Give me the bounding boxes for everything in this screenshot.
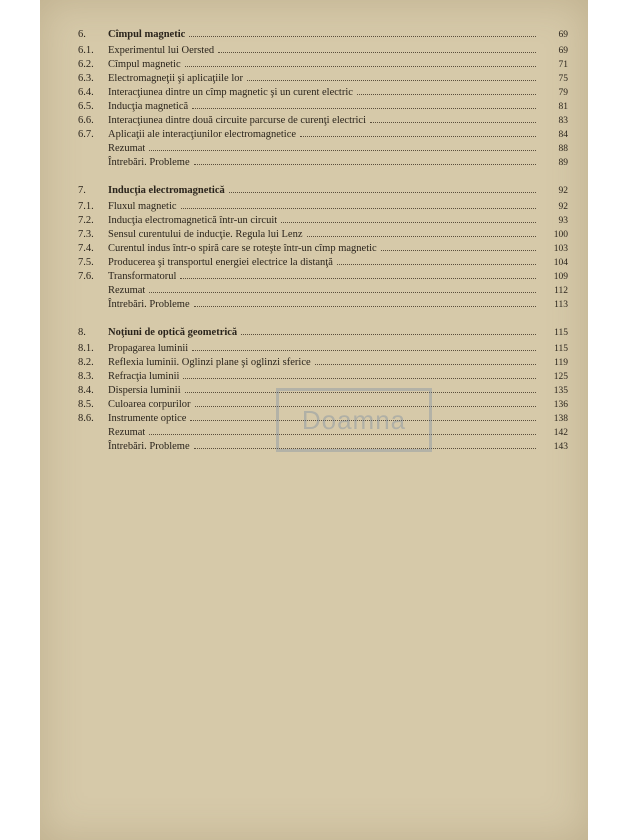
page-number: 109 (553, 272, 568, 282)
leader-dots (194, 306, 536, 307)
entry-title: Reflexia luminii. Oglinzi plane şi oglinzi sferice (108, 357, 311, 368)
page-number: 92 (558, 202, 568, 212)
entry-title: Întrebări. Probleme (108, 441, 190, 452)
watermark-text: Doamna (301, 404, 407, 435)
page-number: 93 (558, 216, 568, 226)
page-number: 115 (554, 328, 568, 338)
page-number: 89 (558, 158, 568, 168)
leader-dots (149, 150, 536, 151)
leader-dots (337, 264, 536, 265)
chapter-title: Cîmpul magnetic (108, 29, 186, 40)
entry-title: Transformatorul (108, 271, 177, 282)
leader-dots (229, 192, 536, 193)
page-number: 125 (553, 372, 568, 382)
toc-chapter (78, 28, 568, 42)
toc-entry (78, 200, 568, 214)
leader-dots (381, 250, 536, 251)
entry-number: 7.5. (78, 257, 94, 268)
page-number: 142 (553, 428, 568, 438)
entry-title: Întrebări. Probleme (108, 157, 190, 168)
page-number: 69 (558, 46, 568, 56)
entry-title: Inducţia magnetică (108, 101, 189, 112)
page-number: 83 (558, 116, 568, 126)
entry-title: Sensul curentului de inducţie. Regula lui Lenz (108, 229, 303, 240)
toc-entry (78, 72, 568, 86)
entry-title: Instrumente optice (108, 413, 187, 424)
page-number: 103 (553, 244, 568, 254)
entry-number: 6.4. (78, 87, 94, 98)
toc-entry (78, 114, 568, 128)
page-number: 135 (553, 386, 568, 396)
chapter-title: Inducţia electromagnetică (108, 185, 225, 196)
entry-number: 8.4. (78, 385, 94, 396)
entry-number: 6.2. (78, 59, 94, 70)
entry-title: Rezumat (108, 427, 146, 438)
page-number: 104 (553, 258, 568, 268)
page-number: 71 (558, 60, 568, 70)
entry-number: 8.5. (78, 399, 94, 410)
entry-title: Rezumat (108, 285, 146, 296)
toc-entry (78, 100, 568, 114)
entry-number: 8.1. (78, 343, 94, 354)
toc-entry (78, 370, 568, 384)
leader-dots (281, 222, 536, 223)
page-number: 112 (554, 286, 568, 296)
leader-dots (307, 236, 537, 237)
entry-number: 6.7. (78, 129, 94, 140)
toc-entry (78, 86, 568, 100)
toc-entry (78, 44, 568, 58)
entry-title: Inducţia electromagnetică într-un circuit (108, 215, 278, 226)
leader-dots (315, 364, 536, 365)
entry-number: 8.2. (78, 357, 94, 368)
toc-entry (78, 142, 568, 156)
chapter-number: 7. (78, 185, 86, 196)
toc-entry (78, 256, 568, 270)
entry-title: Culoarea corpurilor (108, 399, 191, 410)
page-number: 113 (554, 300, 568, 310)
page-number: 81 (558, 102, 568, 112)
leader-dots (149, 292, 536, 293)
leader-dots (192, 108, 536, 109)
book-page (40, 0, 588, 840)
entry-title: Producerea şi transportul energiei electrice la distanţă (108, 257, 333, 268)
page-number: 88 (558, 144, 568, 154)
toc-entry (78, 242, 568, 256)
toc-entry (78, 284, 568, 298)
entry-number: 6.1. (78, 45, 94, 56)
entry-title: Fluxul magnetic (108, 201, 177, 212)
leader-dots (370, 122, 536, 123)
entry-number: 7.2. (78, 215, 94, 226)
toc-entry (78, 270, 568, 284)
toc-chapter (78, 184, 568, 198)
toc-entry (78, 228, 568, 242)
entry-title: Interacţiunea dintre un cîmp magnetic şi un curent electric (108, 87, 353, 98)
leader-dots (247, 80, 536, 81)
entry-number: 8.3. (78, 371, 94, 382)
leader-dots (189, 36, 536, 37)
entry-number: 7.1. (78, 201, 94, 212)
entry-title: Propagarea luminii (108, 343, 189, 354)
page-number: 138 (553, 414, 568, 424)
entry-number: 8.6. (78, 413, 94, 424)
toc-entry (78, 342, 568, 356)
entry-title: Experimentul lui Oersted (108, 45, 215, 56)
page-number: 84 (558, 130, 568, 140)
toc-entry (78, 58, 568, 72)
leader-dots (357, 94, 536, 95)
leader-dots (194, 164, 536, 165)
leader-dots (192, 350, 536, 351)
entry-title: Interacţiunea dintre două circuite parcurse de curenţi electrici (108, 115, 366, 126)
entry-number: 6.6. (78, 115, 94, 126)
leader-dots (185, 66, 536, 67)
chapter-title: Noţiuni de optică geometrică (108, 327, 238, 338)
toc-entry (78, 298, 568, 312)
page-number: 143 (553, 442, 568, 452)
toc-entry (78, 156, 568, 170)
page-number: 100 (553, 230, 568, 240)
watermark (276, 388, 432, 452)
toc-section-7 (78, 184, 568, 312)
entry-title: Cîmpul magnetic (108, 59, 181, 70)
page-number: 136 (553, 400, 568, 410)
entry-number: 7.3. (78, 229, 94, 240)
leader-dots (180, 278, 536, 279)
entry-number: 7.6. (78, 271, 94, 282)
chapter-number: 6. (78, 29, 86, 40)
page-number: 119 (554, 358, 568, 368)
page-number: 92 (558, 186, 568, 196)
leader-dots (181, 208, 536, 209)
page-number: 69 (558, 30, 568, 40)
entry-title: Dispersia luminii (108, 385, 181, 396)
entry-title: Rezumat (108, 143, 146, 154)
leader-dots (218, 52, 536, 53)
leader-dots (300, 136, 536, 137)
entry-title: Întrebări. Probleme (108, 299, 190, 310)
leader-dots (241, 334, 536, 335)
page-number: 115 (554, 344, 568, 354)
entry-number: 6.5. (78, 101, 94, 112)
entry-title: Refracţia luminii (108, 371, 180, 382)
toc-entry (78, 214, 568, 228)
toc-section-6 (78, 28, 568, 170)
toc-entry (78, 356, 568, 370)
entry-title: Curentul indus într-o spiră care se roteşte într-un cîmp magnetic (108, 243, 377, 254)
toc-chapter (78, 326, 568, 340)
entry-number: 7.4. (78, 243, 94, 254)
page-number: 79 (558, 88, 568, 98)
entry-number: 6.3. (78, 73, 94, 84)
toc-entry (78, 128, 568, 142)
page-number: 75 (558, 74, 568, 84)
entry-title: Aplicaţii ale interacţiunilor electromagnetice (108, 129, 297, 140)
entry-title: Electromagneţii şi aplicaţiile lor (108, 73, 243, 84)
leader-dots (183, 378, 536, 379)
chapter-number: 8. (78, 327, 86, 338)
